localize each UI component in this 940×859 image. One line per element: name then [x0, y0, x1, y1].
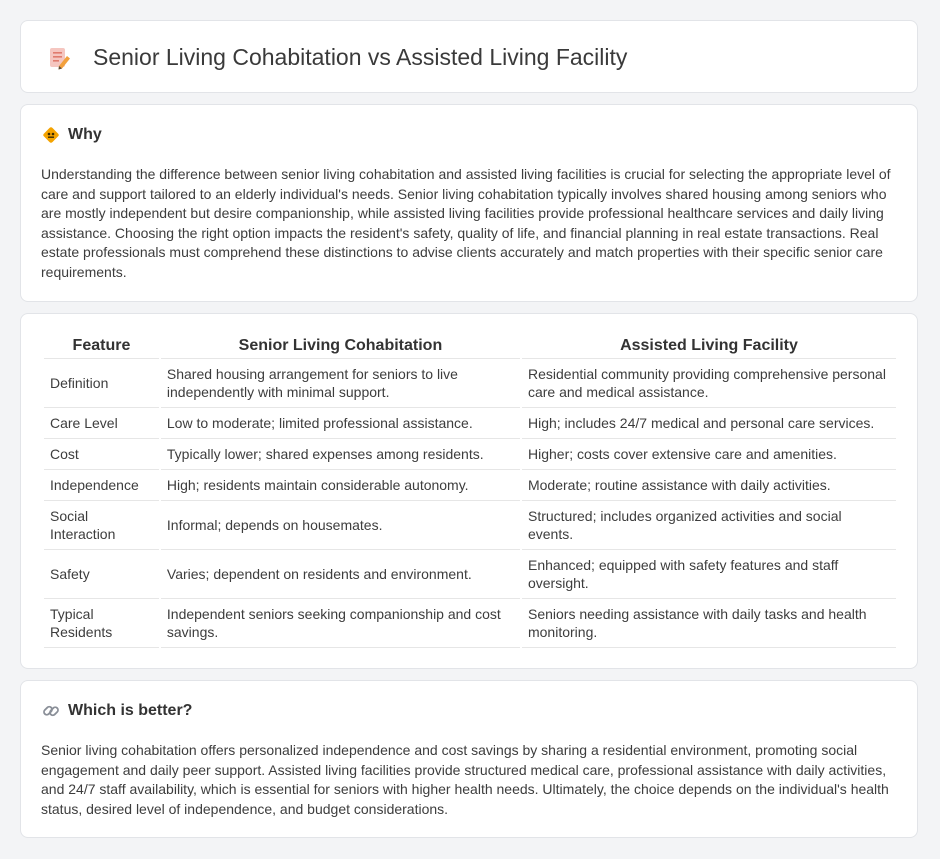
- page-title: Senior Living Cohabitation vs Assisted Living Facility: [93, 44, 628, 70]
- table-row: [44, 501, 896, 550]
- header-feature: Feature: [44, 334, 159, 359]
- assisted-living-cell: Moderate; routine assistance with daily activities.: [522, 470, 896, 501]
- table-row: [44, 439, 896, 470]
- comparison-table: [42, 334, 898, 648]
- table-row: [44, 359, 896, 408]
- table-row: [44, 470, 896, 501]
- link-icon: [42, 702, 60, 720]
- better-heading: [42, 702, 192, 720]
- assisted-living-cell: Structured; includes organized activities and social events.: [522, 501, 896, 550]
- why-title: Why: [68, 126, 102, 143]
- why-section: [20, 104, 918, 302]
- diamond-sign-icon: [42, 126, 60, 144]
- cohabitation-cell: Low to moderate; limited professional assistance.: [161, 408, 520, 439]
- which-is-better-section: [20, 680, 918, 838]
- cohabitation-cell: Informal; depends on housemates.: [161, 501, 520, 550]
- feature-cell: Definition: [44, 359, 159, 408]
- assisted-living-cell: Higher; costs cover extensive care and amenities.: [522, 439, 896, 470]
- assisted-living-cell: Seniors needing assistance with daily tasks and health monitoring.: [522, 599, 896, 648]
- table-header-row: [44, 334, 896, 359]
- assisted-living-cell: High; includes 24/7 medical and personal care services.: [522, 408, 896, 439]
- table-row: [44, 550, 896, 599]
- cohabitation-cell: Typically lower; shared expenses among residents.: [161, 439, 520, 470]
- better-text: Senior living cohabitation offers personalized independence and cost savings by sharing a residential environment, promoting social engagement and daily peer support. Assisted living facilities provide structured medical care, professional assistance with daily activities, and 24/7 staff availability, which is essential for seniors with higher health needs. Ultimately, the choice depends on the individual's health status, desired level of independence, and budget considerations.: [41, 742, 889, 817]
- header-cohabitation: Senior Living Cohabitation: [161, 334, 520, 359]
- cohabitation-cell: Varies; dependent on residents and environment.: [161, 550, 520, 599]
- better-title: Which is better?: [68, 702, 193, 719]
- feature-cell: Care Level: [44, 408, 159, 439]
- feature-cell: Safety: [44, 550, 159, 599]
- why-text: Understanding the difference between senior living cohabitation and assisted living facilities is crucial for selecting the appropriate level of care and support tailored to an elderly individual's needs. Senior living cohabitation typically involves shared housing among seniors who are mostly independent but desire companionship, while assisted living facilities provide professional healthcare services and daily living assistance. Choosing the right option impacts the resident's safety, quality of life, and financial planning in real estate transactions. Real estate professionals must comprehend these distinctions to advise clients accurately and match properties with their specific senior care requirements.: [41, 166, 891, 280]
- title-row: [46, 44, 627, 71]
- cohabitation-cell: Independent seniors seeking companionship and cost savings.: [161, 599, 520, 648]
- feature-cell: Typical Residents: [44, 599, 159, 648]
- feature-cell: Cost: [44, 439, 159, 470]
- table-row: [44, 599, 896, 648]
- cohabitation-cell: Shared housing arrangement for seniors to live independently with minimal support.: [161, 359, 520, 408]
- document-pencil-icon: [46, 45, 72, 71]
- feature-cell: Independence: [44, 470, 159, 501]
- why-heading: [42, 126, 102, 144]
- cohabitation-cell: High; residents maintain considerable autonomy.: [161, 470, 520, 501]
- title-card: [20, 20, 918, 93]
- header-assisted-living: Assisted Living Facility: [522, 334, 896, 359]
- assisted-living-cell: Residential community providing comprehensive personal care and medical assistance.: [522, 359, 896, 408]
- assisted-living-cell: Enhanced; equipped with safety features and staff oversight.: [522, 550, 896, 599]
- table-row: [44, 408, 896, 439]
- comparison-section: [20, 313, 918, 669]
- feature-cell: Social Interaction: [44, 501, 159, 550]
